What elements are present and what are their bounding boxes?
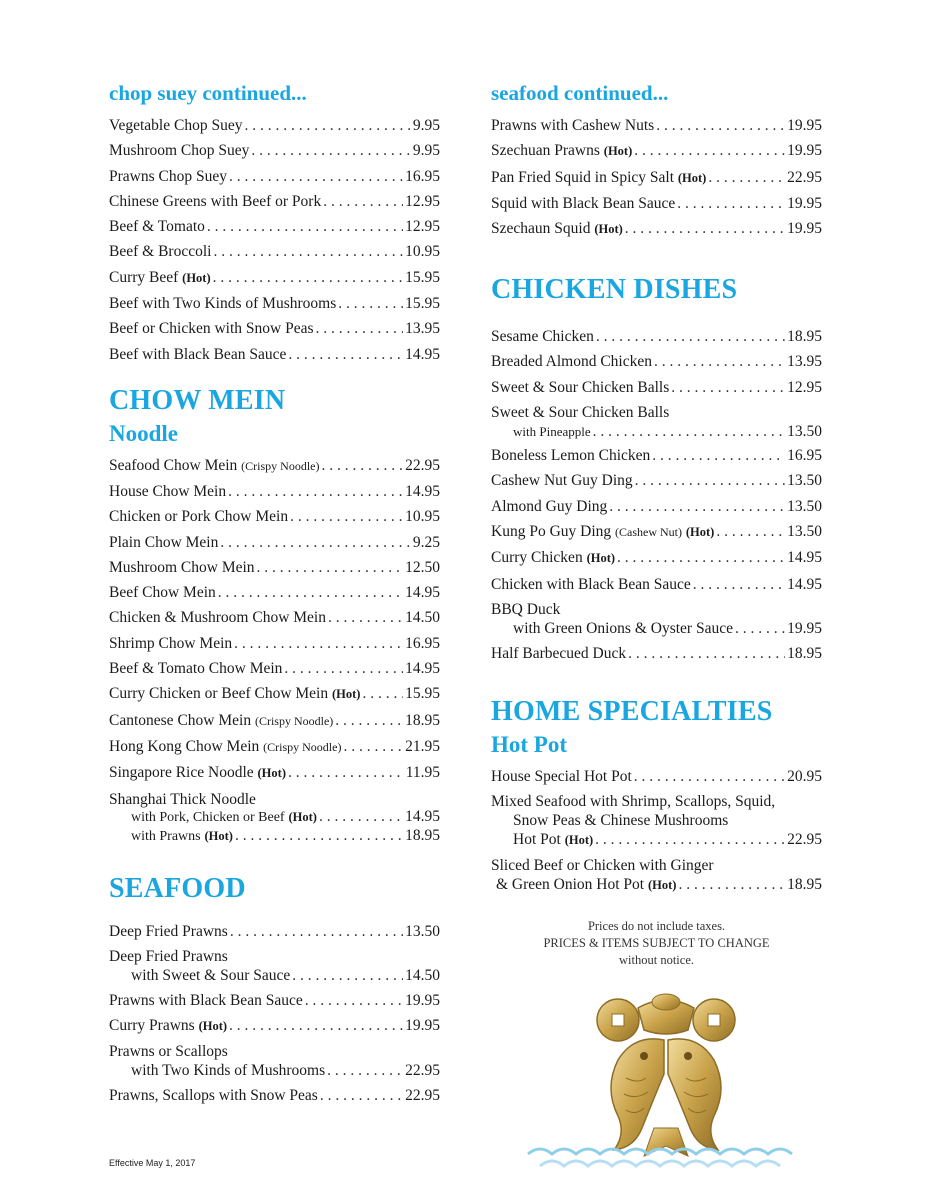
leader-dots <box>338 294 403 313</box>
price-disclaimer <box>491 918 822 969</box>
item-name: Sliced Beef or Chicken with Ginger <box>491 857 714 875</box>
menu-item <box>109 711 440 731</box>
shanghai-noodle-item <box>109 790 440 846</box>
disclaimer-line: PRICES & ITEMS SUBJECT TO CHANGE <box>543 936 770 950</box>
item-name: Beef or Chicken with Snow Peas <box>109 320 314 338</box>
hot-tag: (Hot) <box>564 833 594 848</box>
menu-item <box>491 471 822 490</box>
menu-item <box>491 168 822 188</box>
leader-dots <box>677 194 785 213</box>
item-name: Cashew Nut Guy Ding <box>491 472 633 490</box>
item-name: Half Barbecued Duck <box>491 644 627 662</box>
item-sub-text: Hot Pot <box>513 831 561 849</box>
item-price: 10.95 <box>405 508 440 526</box>
leader-dots <box>305 991 403 1010</box>
left-column <box>109 80 440 1131</box>
item-price: 13.50 <box>787 497 822 515</box>
leader-dots <box>251 141 411 160</box>
leader-dots <box>593 422 785 441</box>
menu-item <box>109 319 440 338</box>
hot-tag: (Hot) <box>586 551 616 566</box>
menu-item <box>109 608 440 627</box>
item-name: Beef with Black Bean Sauce <box>109 345 287 363</box>
leader-dots <box>284 659 403 678</box>
leader-dots <box>654 352 785 371</box>
leader-dots <box>315 319 403 338</box>
chow-mein-section <box>109 384 440 846</box>
item-sub-text: with Sweet & Sour Sauce <box>131 966 291 984</box>
item-note: (Crispy Noodle) <box>263 739 342 754</box>
menu-item <box>491 856 822 895</box>
leader-dots <box>656 116 785 135</box>
menu-item <box>491 219 822 239</box>
item-name: Cantonese Chow Mein <box>109 711 252 729</box>
item-price: 19.95 <box>787 117 822 134</box>
menu-item <box>109 1042 440 1080</box>
item-name-line: Snow Peas & Chinese Mushrooms <box>513 812 729 830</box>
item-name: Prawns or Scallops <box>109 1043 228 1061</box>
item-sub-text: with Green Onions & Oyster Sauce <box>513 619 733 637</box>
item-name: Squid with Black Bean Sauce <box>491 194 676 212</box>
leader-dots <box>652 446 785 465</box>
item-price: 13.50 <box>787 423 822 441</box>
item-name: Mixed Seafood with Shrimp, Scallops, Squid, <box>491 793 776 811</box>
leader-dots <box>634 141 785 160</box>
hot-pot-subheading: Hot Pot <box>491 731 568 757</box>
item-name: Boneless Lemon Chicken <box>491 447 651 465</box>
hot-tag: (Hot) <box>198 1019 228 1034</box>
hot-tag: (Hot) <box>603 144 633 159</box>
item-price: 22.95 <box>787 168 822 186</box>
leader-dots <box>625 219 785 238</box>
item-sub-line <box>491 422 822 441</box>
item-sub-text: with Pineapple <box>513 424 591 440</box>
item-price: 18.95 <box>787 328 822 346</box>
item-price: 12.95 <box>405 192 440 210</box>
menu-item <box>109 268 440 288</box>
menu-item <box>109 345 440 364</box>
chop-suey-heading: chop suey continued... <box>109 81 307 105</box>
item-price: 16.95 <box>405 634 440 652</box>
menu-item <box>109 763 440 783</box>
item-price: 12.50 <box>405 558 440 576</box>
item-name: Shanghai Thick Noodle <box>109 790 256 808</box>
menu-item <box>491 792 822 850</box>
item-name: Seafood Chow Mein <box>109 456 238 474</box>
item-note: (Crispy Noodle) <box>241 458 320 473</box>
leader-dots <box>716 522 785 541</box>
item-name: Curry Beef <box>109 268 179 286</box>
item-sub-line <box>109 1061 440 1080</box>
menu-item <box>109 192 440 211</box>
item-price: 18.95 <box>787 876 822 894</box>
home-specialties-heading: HOME SPECIALTIES <box>491 695 773 727</box>
seafood-continued-list <box>491 116 822 239</box>
item-name: Curry Chicken <box>491 549 583 567</box>
menu-item <box>491 522 822 542</box>
item-price: 14.50 <box>405 966 440 984</box>
menu-item <box>491 548 822 568</box>
item-name: Chinese Greens with Beef or Pork <box>109 192 322 210</box>
leader-dots <box>228 482 403 501</box>
leader-dots <box>595 830 785 849</box>
item-price: 19.95 <box>787 220 822 238</box>
seafood-continued-heading: seafood continued... <box>491 81 669 105</box>
item-price: 15.95 <box>405 295 440 313</box>
leader-dots <box>257 558 404 577</box>
item-price: 14.50 <box>405 609 440 627</box>
item-name: Mushroom Chow Mein <box>109 558 255 576</box>
item-price: 15.95 <box>405 268 440 286</box>
item-name: Beef & Broccoli <box>109 243 212 261</box>
menu-item <box>491 116 822 135</box>
item-price: 20.95 <box>787 767 822 785</box>
item-price: 13.50 <box>787 472 822 490</box>
item-price: 12.95 <box>787 378 822 396</box>
leader-dots <box>693 575 785 594</box>
menu-item <box>491 446 822 465</box>
noodle-subheading: Noodle <box>109 420 178 446</box>
hot-tag: (Hot) <box>182 270 211 285</box>
item-name: Prawns, Scallops with Snow Peas <box>109 1087 318 1105</box>
golden-fish-coins-icon <box>526 978 806 1178</box>
menu-item <box>109 583 440 602</box>
menu-item <box>491 644 822 663</box>
item-price: 15.95 <box>405 685 440 703</box>
item-name: Beef with Two Kinds of Mushrooms <box>109 295 337 313</box>
menu-item <box>491 194 822 213</box>
item-name: Szechuan Prawns <box>491 142 600 160</box>
leader-dots <box>288 763 404 782</box>
item-sub-line <box>491 619 822 638</box>
item-sub-text: with Two Kinds of Mushrooms <box>131 1062 326 1080</box>
leader-dots <box>328 608 403 627</box>
menu-item <box>491 327 822 346</box>
leader-dots <box>218 583 403 602</box>
menu-item <box>491 767 822 786</box>
leader-dots <box>229 167 403 186</box>
leader-dots <box>609 497 785 516</box>
menu-item <box>109 533 440 552</box>
item-name: Chicken & Mushroom Chow Mein <box>109 609 326 627</box>
menu-item <box>491 497 822 516</box>
item-name: Deep Fried Prawns <box>109 922 228 940</box>
item-price: 19.95 <box>405 1017 440 1035</box>
coin-left <box>597 999 639 1041</box>
leader-dots <box>635 471 785 490</box>
item-name: Sweet & Sour Chicken Balls <box>491 378 670 396</box>
chicken-heading: CHICKEN DISHES <box>491 274 738 306</box>
leader-dots <box>290 507 403 526</box>
item-price: 19.95 <box>787 142 822 160</box>
menu-item <box>109 1086 440 1105</box>
leader-dots <box>213 242 403 261</box>
item-price: 13.95 <box>787 353 822 371</box>
chow-mein-list <box>109 456 440 784</box>
item-price: 18.95 <box>787 644 822 662</box>
option-text: with Prawns <box>131 828 201 844</box>
leader-dots <box>320 1086 403 1105</box>
leader-dots <box>244 116 410 135</box>
option-text: with Pork, Chicken or Beef <box>131 809 285 825</box>
item-name: Prawns with Black Bean Sauce <box>109 991 303 1009</box>
menu-item <box>109 456 440 476</box>
item-price: 14.95 <box>405 660 440 678</box>
item-price: 22.95 <box>405 1062 440 1080</box>
leader-dots <box>628 644 785 663</box>
menu-item <box>109 242 440 261</box>
item-name: Almond Guy Ding <box>491 497 608 515</box>
menu-item <box>109 1016 440 1036</box>
coin-right <box>693 999 735 1041</box>
item-price: 12.95 <box>405 218 440 236</box>
hot-tag: (Hot) <box>685 524 715 539</box>
menu-item <box>109 684 440 704</box>
leader-dots <box>634 767 785 786</box>
menu-item-option <box>109 807 440 827</box>
leader-dots <box>213 268 403 287</box>
leader-dots <box>322 456 404 475</box>
leader-dots <box>362 684 403 703</box>
item-price: 11.95 <box>405 764 440 782</box>
item-name: Kung Po Guy Ding <box>491 522 612 540</box>
item-price: 22.95 <box>405 456 440 474</box>
item-name: Hong Kong Chow Mein <box>109 737 260 755</box>
item-name: Shrimp Chow Mein <box>109 634 233 652</box>
item-price: 13.50 <box>405 922 440 940</box>
leader-dots <box>617 548 785 567</box>
item-price: 10.95 <box>405 243 440 261</box>
leader-dots <box>234 634 403 653</box>
item-name: Breaded Almond Chicken <box>491 353 652 371</box>
item-name: Beef Chow Mein <box>109 584 216 602</box>
item-name: Beef & Tomato Chow Mein <box>109 660 283 678</box>
menu-item <box>109 947 440 985</box>
item-price: 14.95 <box>787 575 822 593</box>
item-name: Deep Fried Prawns <box>109 947 228 965</box>
item-sub-line <box>109 966 440 985</box>
item-sub-line <box>491 875 822 895</box>
chow-mein-heading: CHOW MEIN <box>109 384 286 416</box>
item-price: 19.95 <box>405 991 440 1009</box>
menu-item <box>109 659 440 678</box>
water-waves <box>528 1149 792 1166</box>
leader-dots <box>319 807 403 826</box>
item-sub-text: & Green Onion Hot Pot <box>496 876 645 894</box>
leader-dots <box>343 737 403 756</box>
leader-dots <box>235 826 403 845</box>
disclaimer-line: Prices do not include taxes. <box>587 919 726 933</box>
item-price: 9.25 <box>412 533 440 551</box>
item-name: Sweet & Sour Chicken Balls <box>491 404 670 422</box>
item-price: 19.95 <box>787 619 822 637</box>
leader-dots <box>323 192 403 211</box>
item-price: 9.95 <box>412 142 440 160</box>
item-price: 16.95 <box>405 167 440 185</box>
menu-item <box>491 352 822 371</box>
menu-item <box>109 482 440 501</box>
menu-item <box>109 294 440 313</box>
item-price: 16.95 <box>787 447 822 465</box>
item-price: 14.95 <box>787 549 822 567</box>
effective-date: Effective May 1, 2017 <box>109 1158 196 1168</box>
menu-item <box>491 600 822 638</box>
menu-item <box>109 558 440 577</box>
item-price: 14.95 <box>405 584 440 602</box>
hot-tag: (Hot) <box>677 170 707 185</box>
item-name: Plain Chow Mein <box>109 533 219 551</box>
seafood-heading: SEAFOOD <box>109 872 246 904</box>
menu-item <box>109 634 440 653</box>
menu-item <box>491 141 822 161</box>
item-name: Chicken with Black Bean Sauce <box>491 575 691 593</box>
hot-tag: (Hot) <box>257 766 286 781</box>
hot-tag: (Hot) <box>204 828 233 843</box>
item-name: Mushroom Chop Suey <box>109 142 250 160</box>
leader-dots <box>708 168 785 187</box>
right-column <box>491 80 822 921</box>
disclaimer-line: without notice. <box>619 953 694 967</box>
leader-dots <box>229 1016 403 1035</box>
leader-dots <box>207 217 403 236</box>
hot-tag: (Hot) <box>647 878 677 893</box>
chicken-section <box>491 273 822 663</box>
item-note: (Cashew Nut) <box>615 524 682 539</box>
hot-tag: (Hot) <box>332 687 361 702</box>
seafood-continued-section <box>491 80 822 239</box>
item-price: 13.50 <box>787 522 822 540</box>
item-price: 22.95 <box>787 831 822 849</box>
item-name: Chicken or Pork Chow Mein <box>109 508 289 526</box>
item-name: Sesame Chicken <box>491 328 594 346</box>
item-price: 18.95 <box>405 711 440 729</box>
leader-dots <box>327 1061 403 1080</box>
item-price: 21.95 <box>405 737 440 755</box>
leader-dots <box>230 922 403 941</box>
item-price: 14.95 <box>405 807 440 825</box>
menu-item <box>109 116 440 135</box>
menu-item-option <box>109 826 440 846</box>
leader-dots <box>735 619 785 638</box>
item-price: 9.95 <box>412 117 440 134</box>
menu-item <box>109 167 440 186</box>
leader-dots <box>292 966 403 985</box>
item-name: Curry Prawns <box>109 1017 195 1035</box>
menu-item <box>491 378 822 397</box>
menu-item <box>109 507 440 526</box>
menu-item <box>109 991 440 1010</box>
seafood-section <box>109 872 440 1106</box>
menu-item <box>109 737 440 757</box>
menu-item <box>109 217 440 236</box>
menu-item <box>491 403 822 441</box>
item-price: 22.95 <box>405 1087 440 1105</box>
item-name: BBQ Duck <box>491 600 561 618</box>
item-name: Szechaun Squid <box>491 220 591 238</box>
item-name: House Special Hot Pot <box>491 767 632 785</box>
menu-item <box>109 922 440 941</box>
item-sub-line <box>491 830 822 850</box>
item-price: 18.95 <box>405 826 440 844</box>
home-specialties-section <box>491 695 822 895</box>
leader-dots <box>335 711 403 730</box>
item-name: Pan Fried Squid in Spicy Salt <box>491 168 674 186</box>
item-price: 14.95 <box>405 482 440 500</box>
leader-dots <box>678 875 785 894</box>
item-name: Prawns with Cashew Nuts <box>491 117 655 134</box>
item-note: (Crispy Noodle) <box>254 713 334 728</box>
item-name: Beef & Tomato <box>109 218 205 236</box>
leader-dots <box>596 327 785 346</box>
menu-item <box>109 141 440 160</box>
item-name: Vegetable Chop Suey <box>109 117 243 134</box>
leader-dots <box>288 345 403 364</box>
menu-item <box>491 575 822 594</box>
hot-tag: (Hot) <box>288 809 317 824</box>
chop-suey-list <box>109 116 440 364</box>
chop-suey-section <box>109 80 440 364</box>
item-price: 19.95 <box>787 194 822 212</box>
item-name: Curry Chicken or Beef Chow Mein <box>109 685 329 703</box>
hot-tag: (Hot) <box>594 222 623 237</box>
leader-dots <box>220 533 411 552</box>
item-name: Prawns Chop Suey <box>109 167 227 185</box>
item-price: 13.95 <box>405 320 440 338</box>
leader-dots <box>671 378 785 397</box>
item-name: Singapore Rice Noodle <box>109 764 254 782</box>
item-price: 14.95 <box>405 345 440 363</box>
item-name: House Chow Mein <box>109 482 227 500</box>
